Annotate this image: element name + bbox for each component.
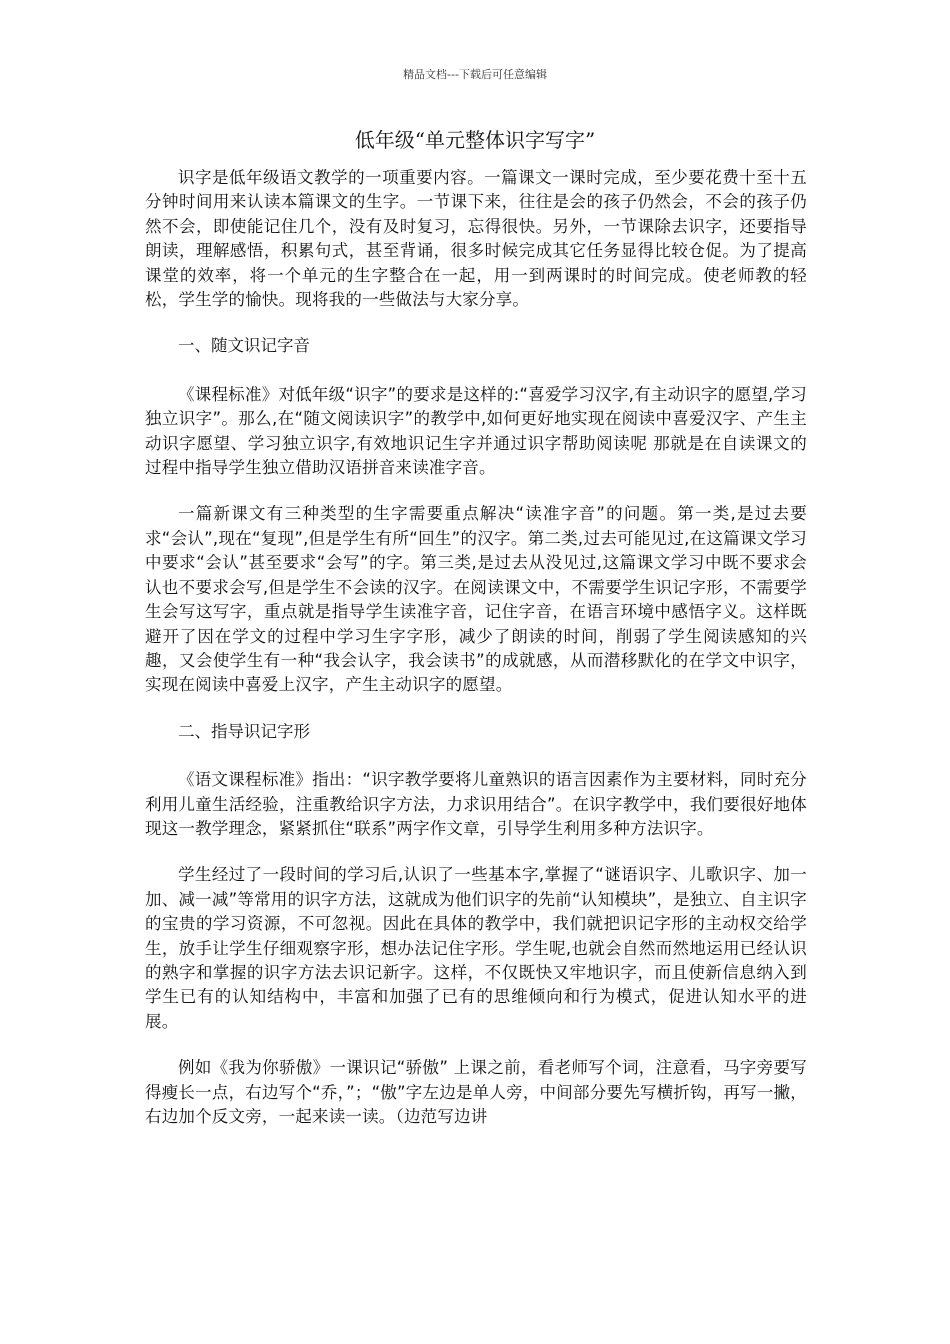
page-header: 精品文档---下载后可任意编辑: [403, 68, 547, 81]
paragraph: 例如《我为你骄傲》一课识记“骄傲” 上课之前，看老师写个词，注意看，马字旁要写得瘦长一点，右边写个“乔，”；“傲”字左边是单人旁，中间部分要先写横折钩，再写一撇，右边加个反文旁，一起来读一读。（边范写边讲: [145, 1058, 807, 1126]
document-title: 低年级“单元整体识字写字”: [354, 128, 596, 152]
paragraph-intro: 识字是低年级语文教学的一项重要内容。一篇课文一课时完成，至少要花费十至十五分钟时间用来认读本篇课文的生字。一节课下来，往往是会的孩子仍然会，不会的孩子仍然不会，即使能记住几个，没有及时复习，忘得很快。另外，一节课除去识字，还要指导朗读，理解感悟，积累句式，甚至背诵，很多时候完成其它任务显得比较仓促。为了提高课堂的效率，将一个单元的生字整合在一起，用一到两课时的时间完成。使老师教的轻松，学生学的愉快。现将我的一些做法与大家分享。: [145, 168, 807, 310]
section-heading-2: 二、指导识记字形: [178, 721, 310, 741]
document-body: [145, 166, 807, 1151]
section-heading-1: 一、随文识记字音: [178, 336, 310, 356]
paragraph: 《课程标准》对低年级“识字”的要求是这样的:“喜爱学习汉字,有主动识字的愿望,学习独立识字”。那么,在“随文阅读识字”的教学中,如何更好地实现在阅读中喜爱汉字、产生主动识字愿望、学习独立识字,有效地识记生字并通过识字帮助阅读呢 那就是在自读课文的过程中指导学生独立借助汉语拼音来读准字音。: [145, 384, 807, 478]
paragraph: 《语文课程标准》指出：“识字教学要将儿童熟识的语言因素作为主要材料，同时充分利用儿童生活经验，注重教给识字方法，力求识用结合”。在识字教学中，我们要很好地体现这一教学理念，紧紧抓住“联系”两字作文章，引导学生利用多种方法识字。: [145, 770, 807, 838]
paragraph: 一篇新课文有三种类型的生字需要重点解决“读准字音”的问题。第一类,是过去要求“会认”,现在“复现”,但是学生有所“回生”的汉字。第二类,过去可能见过,在这篇课文学习中要求“会认”甚至要求“会写”的字。第三类,是过去从没见过,这篇课文学习中既不要求会认也不要求会写,但是学生不会读的汉字。在阅读课文中，不需要学生识记字形，不需要学生会写这写字，重点就是指导学生读准字音，记住字音，在语言环境中感悟字义。这样既避开了因在学文的过程中学习生字字形，减少了朗读的时间，削弱了学生阅读感知的兴趣，又会使学生有一种“我会认字，我会读书”的成就感，从而潜移默化的在学文中识字，实现在阅读中喜爱上汉字，产生主动识字的愿望。: [145, 504, 807, 695]
paragraph: 学生经过了一段时间的学习后,认识了一些基本字,掌握了“谜语识字、儿歌识字、加一加、减一减”等常用的识字方法，这就成为他们识字的先前“认知模块”，是独立、自主识字的宝贵的学习资源，不可忽视。因此在具体的教学中，我们就把识记字形的主动权交给学生，放手让学生仔细观察字形，想办法记住字形。学生呢,也就会自然而然地运用已经认识的熟字和掌握的识字方法去识记新字。这样，不仅既快又牢地识字，而且使新信息纳入到学生已有的认知结构中，丰富和加强了已有的思维倾向和行为模式，促进认知水平的进展。: [145, 865, 807, 1031]
